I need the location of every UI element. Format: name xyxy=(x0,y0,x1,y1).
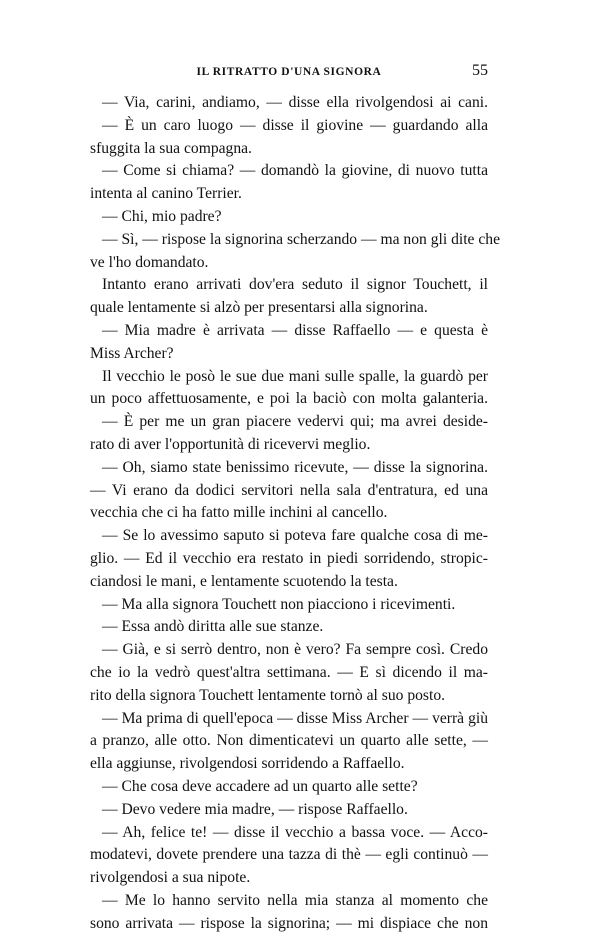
text-line: a pranzo, alle otto. Non dimenticatevi un quarto alle sette, — xyxy=(90,732,488,750)
text-line: vecchia che ci ha fatto mille inchini al cancello. xyxy=(90,504,388,522)
text-line: sono arrivata — rispose la signorina; — mi dispiace che non xyxy=(90,914,488,932)
page-number: 55 xyxy=(472,62,488,79)
text-line: ciandosi le mani, e lentamente scuotendo la testa. xyxy=(90,572,398,590)
text-line: ve l'ho domandato. xyxy=(90,253,209,271)
text-line: — Me lo hanno servito nella mia stanza al momento che xyxy=(102,891,488,909)
text-line: glio. — Ed il vecchio era restato in piedi sorridendo, stropic- xyxy=(90,549,488,567)
text-line: rato di aver l'opportunità di ricevervi meglio. xyxy=(90,435,371,453)
text-line: Il vecchio le posò le sue due mani sulle spalle, la guardò per xyxy=(102,367,488,385)
text-line: intenta al canino Terrier. xyxy=(90,185,242,203)
text-line: — Ma alla signora Touchett non piacciono i ricevimenti. xyxy=(102,595,456,613)
text-line: che io la vedrò quest'altra settimana. — E sì dicendo il ma- xyxy=(90,663,488,681)
text-line: — Devo vedere mia madre, — rispose Raffaello. xyxy=(102,800,408,818)
text-line: — È per me un gran piacere vedervi qui; ma avrei deside- xyxy=(102,413,488,431)
text-line: — Ma prima di quell'epoca — disse Miss Archer — verrà giù xyxy=(102,709,488,727)
text-line: — Via, carini, andiamo, — disse ella rivolgendosi ai cani. xyxy=(102,94,488,111)
text-line: — Oh, siamo state benissimo ricevute, — disse la signorina. xyxy=(102,458,488,476)
body-text xyxy=(90,92,500,935)
text-line: Intanto erano arrivati dov'era seduto il signor Touchett, il xyxy=(102,276,488,294)
text-line: — Chi, mio padre? xyxy=(102,207,222,225)
text-line: — Ah, felice te! — disse il vecchio a bassa voce. — Acco- xyxy=(102,823,488,841)
running-title: IL RITRATTO D'UNA SIGNORA xyxy=(196,66,382,78)
text-line: ella aggiunse, rivolgendosi sorridendo a Raffaello. xyxy=(90,755,405,773)
text-line: modatevi, dovete prendere una tazza di thè — egli continuò — xyxy=(90,846,488,864)
text-line: sfuggita la sua compagna. xyxy=(90,139,252,157)
text-line: — Che cosa deve accadere ad un quarto alle sette? xyxy=(102,777,418,795)
text-line: — Se lo avessimo saputo si poteva fare qualche cosa di me- xyxy=(102,527,488,545)
text-line: — Come si chiama? — domandò la giovine, di nuovo tutta xyxy=(102,162,488,180)
text-line: — Essa andò diritta alle sue stanze. xyxy=(102,618,324,636)
text-line: — Già, e si serrò dentro, non è vero? Fa sempre così. Credo xyxy=(102,641,488,659)
text-line: — È un caro luogo — disse il giovine — guardando alla xyxy=(102,116,488,134)
text-line: rivolgendosi a sua nipote. xyxy=(90,869,251,887)
text-line: Miss Archer? xyxy=(90,344,174,362)
text-line: — Sì, — rispose la signorina scherzando — ma non gli dite che xyxy=(102,230,500,248)
running-header xyxy=(90,62,488,84)
text-line: — Vi erano da dodici servitori nella sala d'entratura, ed una xyxy=(90,481,488,499)
text-line: un poco affettuosamente, e poi la baciò con molta galanteria. xyxy=(90,390,488,408)
text-line: — Mia madre è arrivata — disse Raffaello — e questa è xyxy=(102,321,488,339)
text-line: rito della signora Touchett lentamente tornò al suo posto. xyxy=(90,686,446,704)
text-line: quale lentamente si alzò per presentarsi alla signorina. xyxy=(90,299,428,317)
